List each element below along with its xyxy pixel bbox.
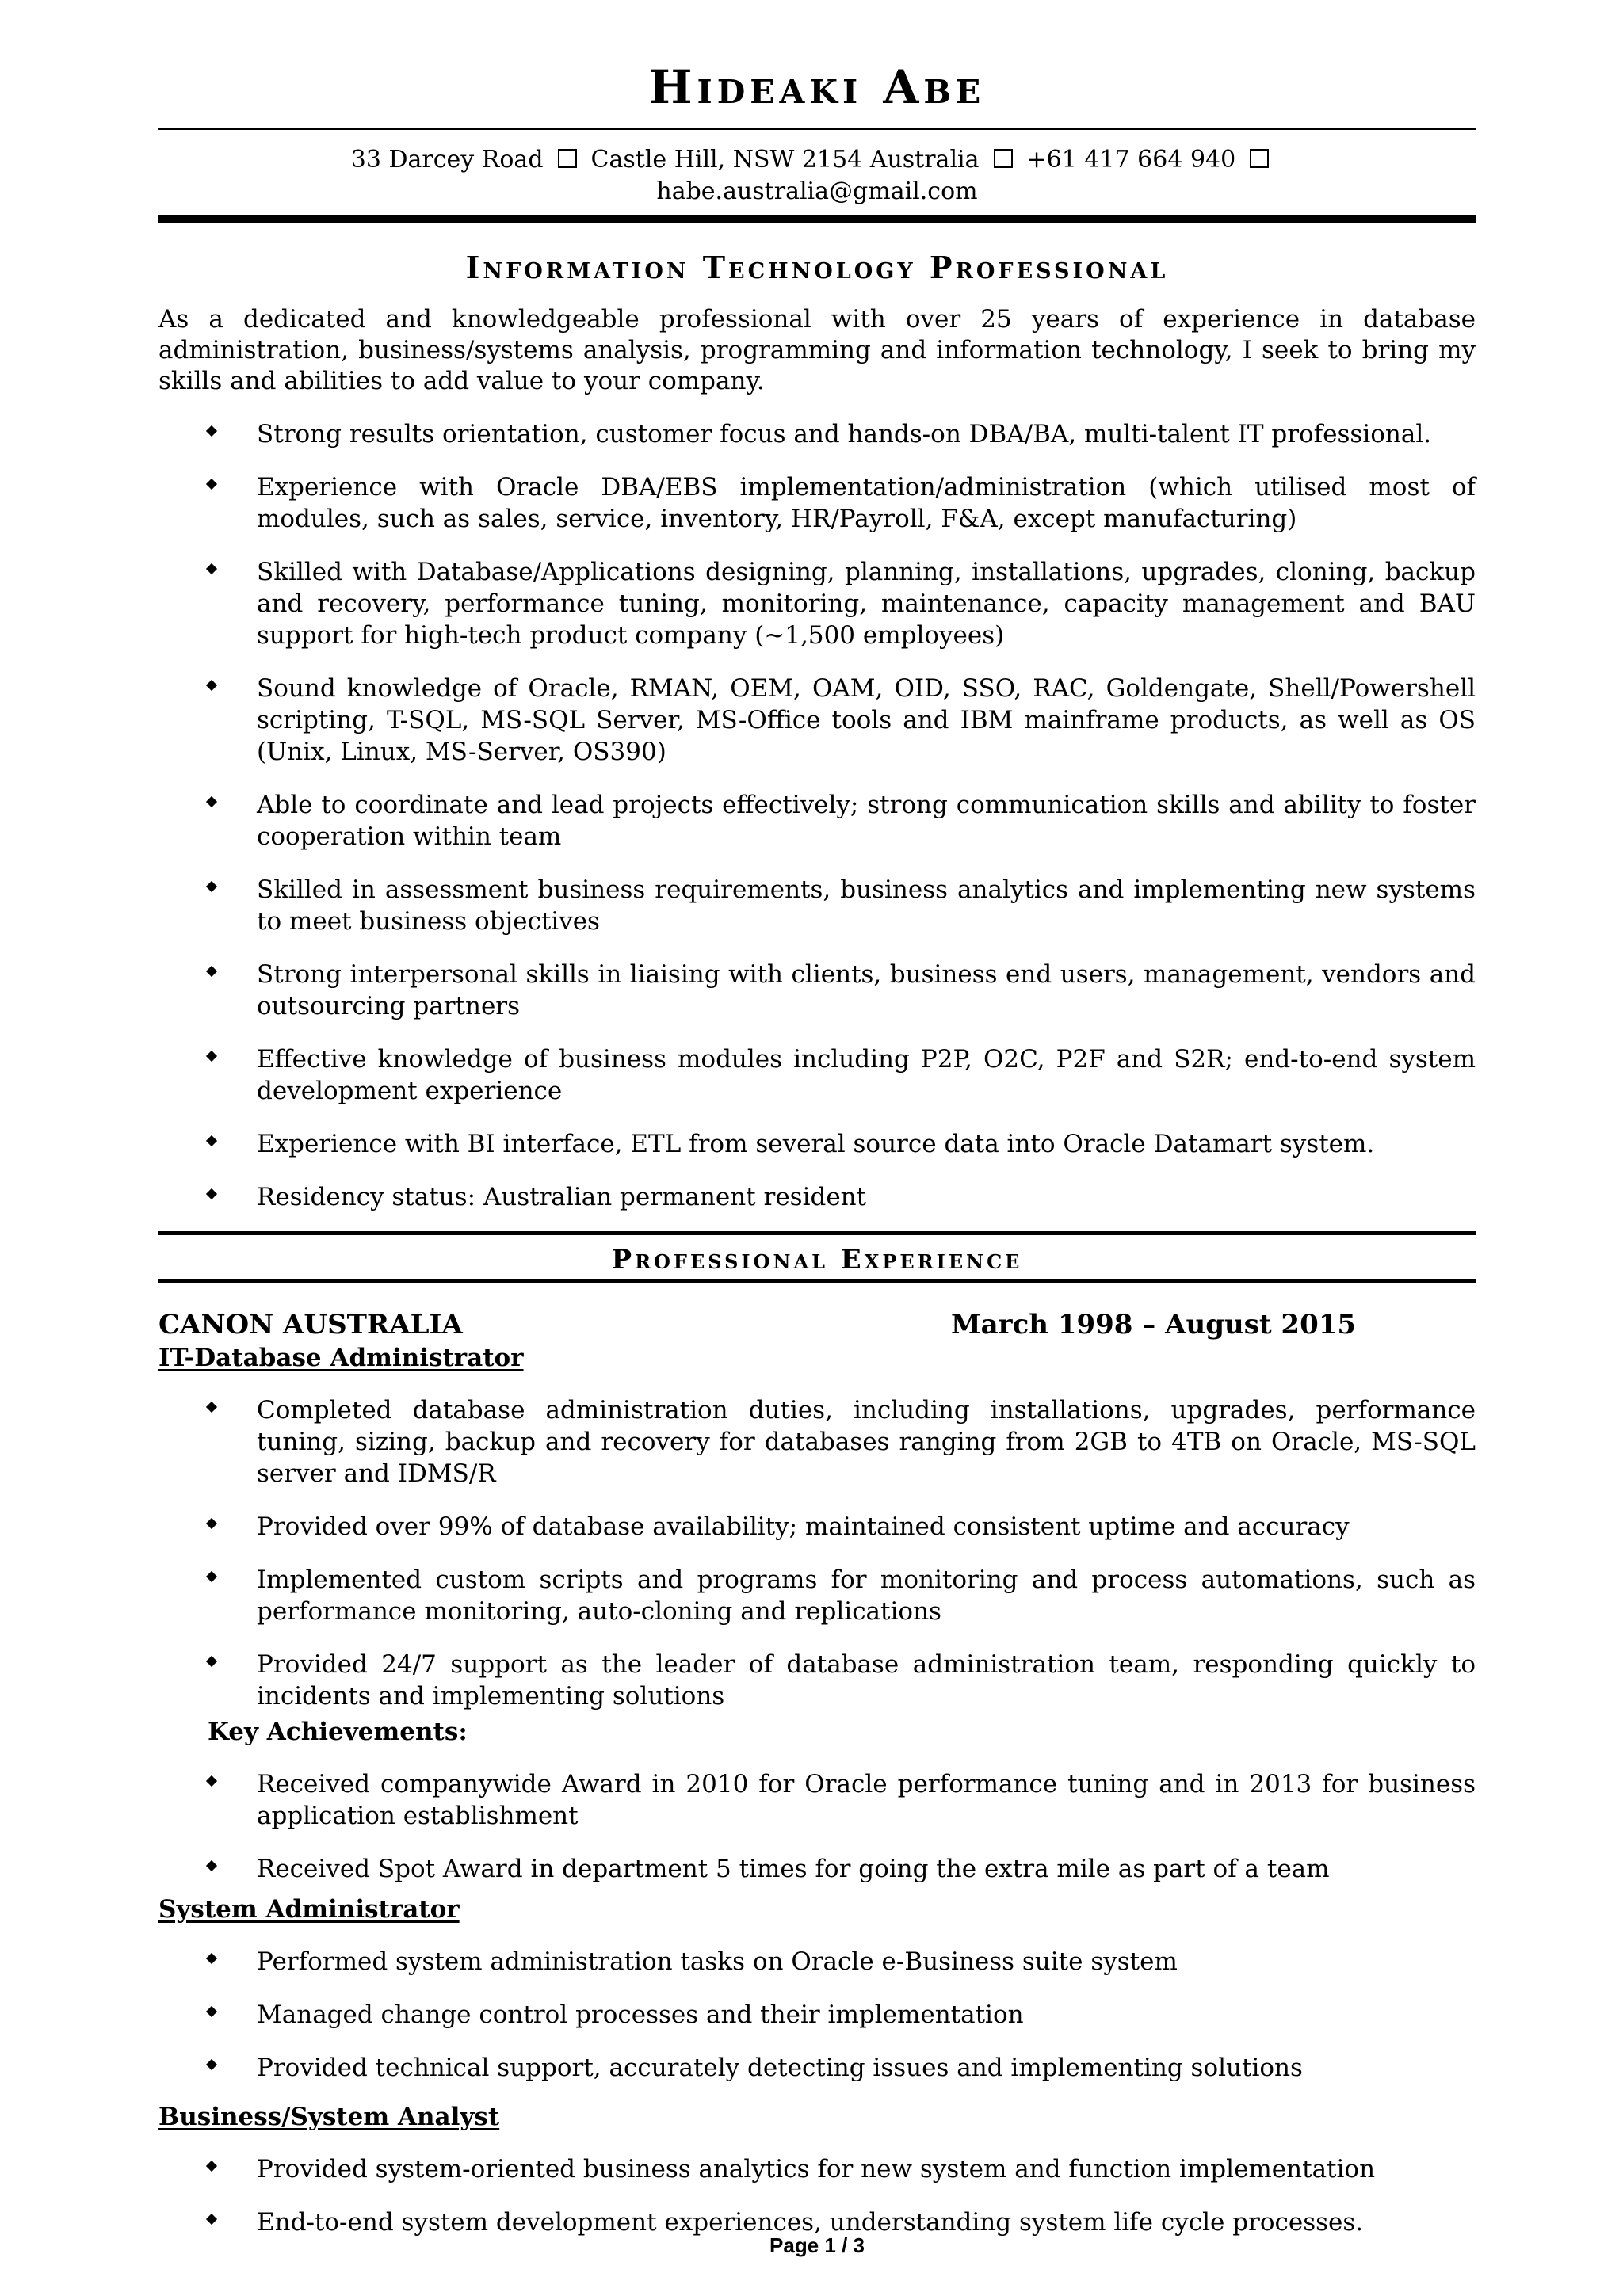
list-item: Provided 24/7 support as the leader of database administration team, responding quickly to incidents and implementing solutions	[158, 1649, 1476, 1712]
list-item: Managed change control processes and their implementation	[158, 1999, 1476, 2031]
list-item: Received Spot Award in department 5 times for going the extra mile as part of a team	[158, 1853, 1476, 1885]
list-item: End-to-end system development experiences, understanding system life cycle processes.	[158, 2206, 1476, 2238]
experience-title: Professional Experience	[611, 1244, 1023, 1276]
header-thick-divider	[158, 215, 1476, 223]
role-title: IT-Database Administrator	[158, 1344, 524, 1372]
list-item: Effective knowledge of business modules including P2P, O2C, P2F and S2R; end-to-end system development experience	[158, 1043, 1476, 1107]
bullet-diamond-icon	[206, 1571, 217, 1582]
bullet-diamond-icon	[206, 425, 217, 437]
separator-box-icon	[994, 149, 1013, 168]
header-divider	[158, 128, 1476, 130]
bullet-diamond-icon	[206, 1953, 217, 1964]
role-title: Business/System Analyst	[158, 2103, 500, 2131]
list-item: Skilled with Database/Applications designing, planning, installations, upgrades, cloning, backup and recovery, performance tuning, monitoring, maintenance, capacity management and BAU support for high-tech product company (~1,500 employees)	[158, 556, 1476, 651]
list-item: Completed database administration duties, including installations, upgrades, performance tuning, sizing, backup and recovery for databases ranging from 2GB to 4TB on Oracle, MS-SQL server and IDMS/R	[158, 1394, 1476, 1489]
list-item: Able to coordinate and lead projects effectively; strong communication skills and ability to foster cooperation within team	[158, 789, 1476, 852]
list-item: Performed system administration tasks on Oracle e-Business suite system	[158, 1946, 1476, 1978]
contact-city: Castle Hill, NSW 2154 Australia	[590, 146, 980, 174]
experience-top-rule	[158, 1231, 1476, 1235]
contact-line	[158, 144, 1476, 176]
role-duties	[158, 1946, 1476, 2084]
bullet-diamond-icon	[206, 1860, 217, 1871]
bullet-diamond-icon	[206, 1518, 217, 1529]
separator-box-icon	[558, 149, 577, 168]
list-item: Experience with BI interface, ETL from several source data into Oracle Datamart system.	[158, 1128, 1476, 1160]
bullet-diamond-icon	[206, 479, 217, 490]
bullet-diamond-icon	[206, 2006, 217, 2017]
bullet-diamond-icon	[206, 2161, 217, 2172]
list-item: Received companywide Award in 2010 for Oracle performance tuning and in 2013 for business application establishment	[158, 1768, 1476, 1832]
role-title: System Administrator	[158, 1895, 460, 1924]
bullet-diamond-icon	[206, 680, 217, 691]
bullet-diamond-icon	[206, 1188, 217, 1199]
experience-bottom-rule	[158, 1279, 1476, 1283]
contact-email[interactable]: habe.australia@gmail.com	[656, 177, 978, 205]
bullet-diamond-icon	[206, 563, 217, 574]
job-header	[158, 1309, 1476, 1341]
list-item: Provided over 99% of database availability; maintained consistent uptime and accuracy	[158, 1511, 1476, 1543]
contact-street: 33 Darcey Road	[350, 146, 544, 174]
company-name: CANON AUSTRALIA	[158, 1309, 463, 1341]
list-item: Experience with Oracle DBA/EBS implementation/administration (which utilised most of modules, such as sales, service, inventory, HR/Payroll, F&A, except manufacturing)	[158, 471, 1476, 535]
profile-title: Information Technology Professional	[465, 250, 1169, 285]
list-item: Residency status: Australian permanent resident	[158, 1181, 1476, 1213]
achievements-heading: Key Achievements:	[208, 1718, 468, 1746]
resume-page	[158, 0, 1476, 2296]
bullet-diamond-icon	[206, 2214, 217, 2225]
bullet-diamond-icon	[206, 796, 217, 807]
bullet-diamond-icon	[206, 2059, 217, 2070]
list-item: Implemented custom scripts and programs for monitoring and process automations, such as performance monitoring, auto-cloning and replications	[158, 1564, 1476, 1627]
list-item: Skilled in assessment business requirements, business analytics and implementing new systems to meet business objectives	[158, 874, 1476, 937]
list-item: Strong interpersonal skills in liaising with clients, business end users, management, vendors and outsourcing partners	[158, 959, 1476, 1022]
role-duties	[158, 2153, 1476, 2238]
list-item: Strong results orientation, customer focus and hands-on DBA/BA, multi-talent IT professional.	[158, 418, 1476, 450]
role-achievements	[158, 1768, 1476, 1885]
role-duties	[158, 1394, 1476, 1712]
contact-email-line	[158, 176, 1476, 208]
job-dates: March 1998 – August 2015	[951, 1309, 1357, 1341]
profile-highlights	[158, 418, 1476, 1213]
bullet-diamond-icon	[206, 1402, 217, 1413]
bullet-diamond-icon	[206, 966, 217, 977]
list-item: Provided system-oriented business analytics for new system and function implementation	[158, 2153, 1476, 2185]
profile-summary: As a dedicated and knowledgeable professional with over 25 years of experience in database administration, business/systems analysis, programming and information technology, I seek to bring my skills and abilities to add value to your company.	[158, 305, 1476, 395]
separator-box-icon	[1250, 149, 1269, 168]
bullet-diamond-icon	[206, 1135, 217, 1146]
contact-phone: +61 417 664 940	[1026, 146, 1236, 174]
bullet-diamond-icon	[206, 1656, 217, 1667]
bullet-diamond-icon	[206, 1051, 217, 1062]
bullet-diamond-icon	[206, 1775, 217, 1787]
bullet-diamond-icon	[206, 881, 217, 892]
list-item: Sound knowledge of Oracle, RMAN, OEM, OAM, OID, SSO, RAC, Goldengate, Shell/Powershell scripting, T-SQL, MS-SQL Server, MS-Office tools and IBM mainframe products, as well as OS (Unix, Linux, MS-Server, OS390)	[158, 673, 1476, 768]
list-item: Provided technical support, accurately detecting issues and implementing solutions	[158, 2052, 1476, 2084]
page-number: Page 1 / 3	[769, 2233, 865, 2257]
candidate-name: Hideaki Abe	[648, 60, 986, 114]
